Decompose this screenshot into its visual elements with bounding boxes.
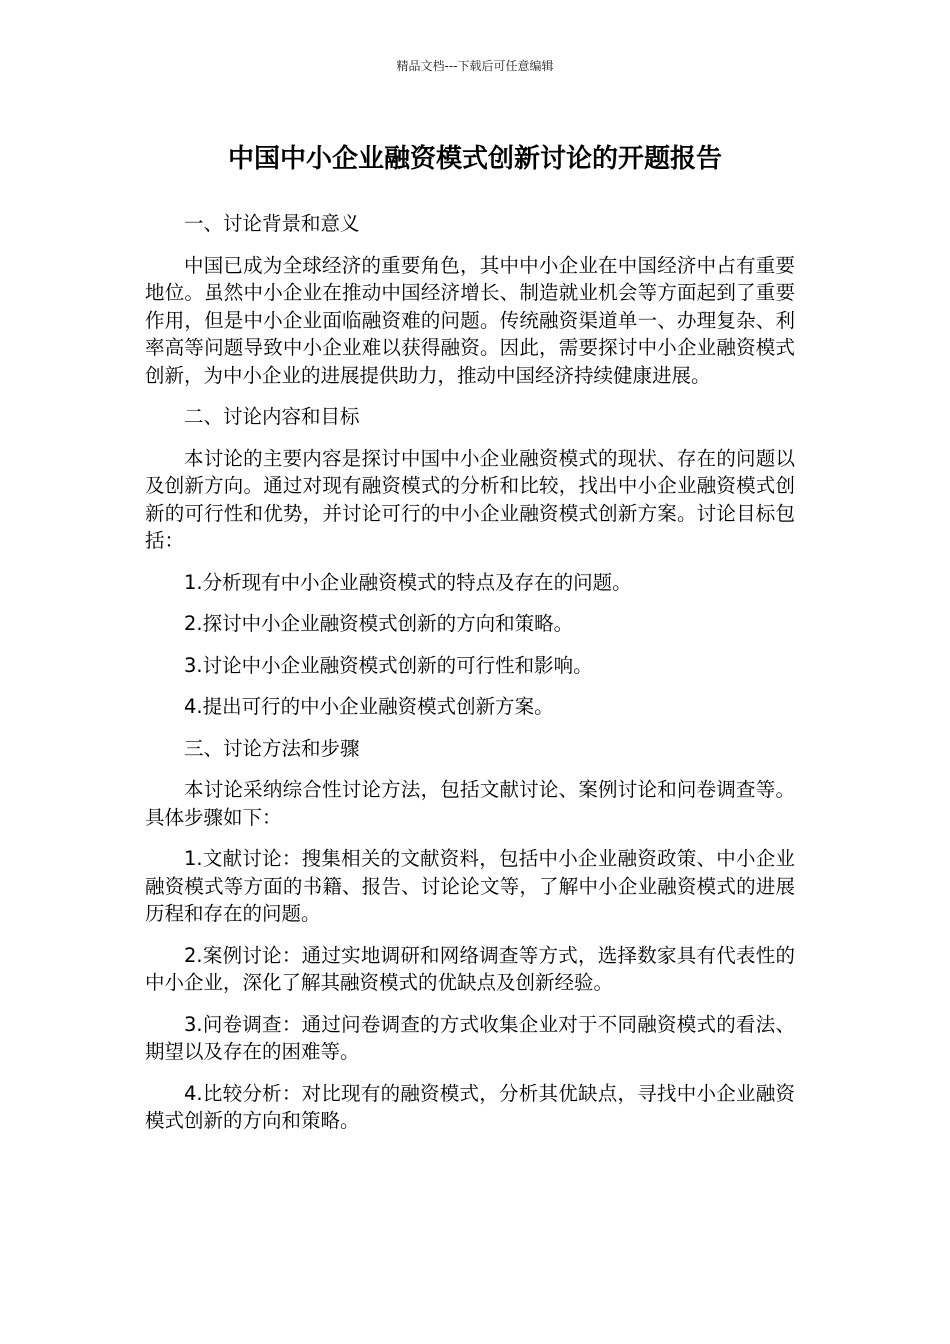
step-item-2: 2.案例讨论：通过实地调研和网络调查等方式，选择数家具有代表性的中小企业，深化了解其融资模式的优缺点及创新经验。 bbox=[145, 943, 795, 994]
step-item-3: 3.问卷调查：通过问卷调查的方式收集企业对于不同融资模式的看法、期望以及存在的困难等。 bbox=[145, 1012, 795, 1063]
document-body bbox=[145, 210, 795, 1149]
goal-item-3: 3.讨论中小企业融资模式创新的可行性和影响。 bbox=[184, 653, 593, 677]
section-heading-methods: 三、讨论方法和步骤 bbox=[184, 736, 360, 760]
goal-item-2: 2.探讨中小企业融资模式创新的方向和策略。 bbox=[184, 612, 574, 635]
goal-item-4: 4.提出可行的中小企业融资模式创新方案。 bbox=[184, 695, 554, 718]
paragraph-content: 本讨论的主要内容是探讨中国中小企业融资模式的现状、存在的问题以及创新方向。通过对现有融资模式的分析和比较，找出中小企业融资模式创新的可行性和优势，并讨论可行的中小企业融资模式创新方案。讨论目标包括： bbox=[145, 446, 795, 552]
header-note: 精品文档---下载后可任意编辑 bbox=[396, 59, 554, 73]
section-heading-content-goals: 二、讨论内容和目标 bbox=[184, 405, 360, 428]
paragraph-background: 中国已成为全球经济的重要角色，其中中小企业在中国经济中占有重要地位。虽然中小企业在推动中国经济增长、制造就业机会等方面起到了重要作用，但是中小企业面临融资难的问题。传统融资渠道单一、办理复杂、利率高等问题导致中小企业难以获得融资。因此，需要探讨中小企业融资模式创新，为中小企业的进展提供助力，推动中国经济持续健康进展。 bbox=[145, 253, 795, 387]
step-item-4: 4.比较分析：对比现有的融资模式，分析其优缺点，寻找中小企业融资模式创新的方向和策略。 bbox=[145, 1081, 795, 1132]
step-item-1: 1.文献讨论：搜集相关的文献资料，包括中小企业融资政策、中小企业融资模式等方面的书籍、报告、讨论论文等，了解中小企业融资模式的进展历程和存在的问题。 bbox=[145, 847, 795, 925]
document-title: 中国中小企业融资模式创新讨论的开题报告 bbox=[227, 144, 722, 174]
paragraph-methods: 本讨论采纳综合性讨论方法，包括文献讨论、案例讨论和问卷调查等。具体步骤如下： bbox=[145, 778, 795, 829]
section-heading-background: 一、讨论背景和意义 bbox=[184, 212, 360, 235]
goal-item-1: 1.分析现有中小企业融资模式的特点及存在的问题。 bbox=[184, 570, 632, 594]
